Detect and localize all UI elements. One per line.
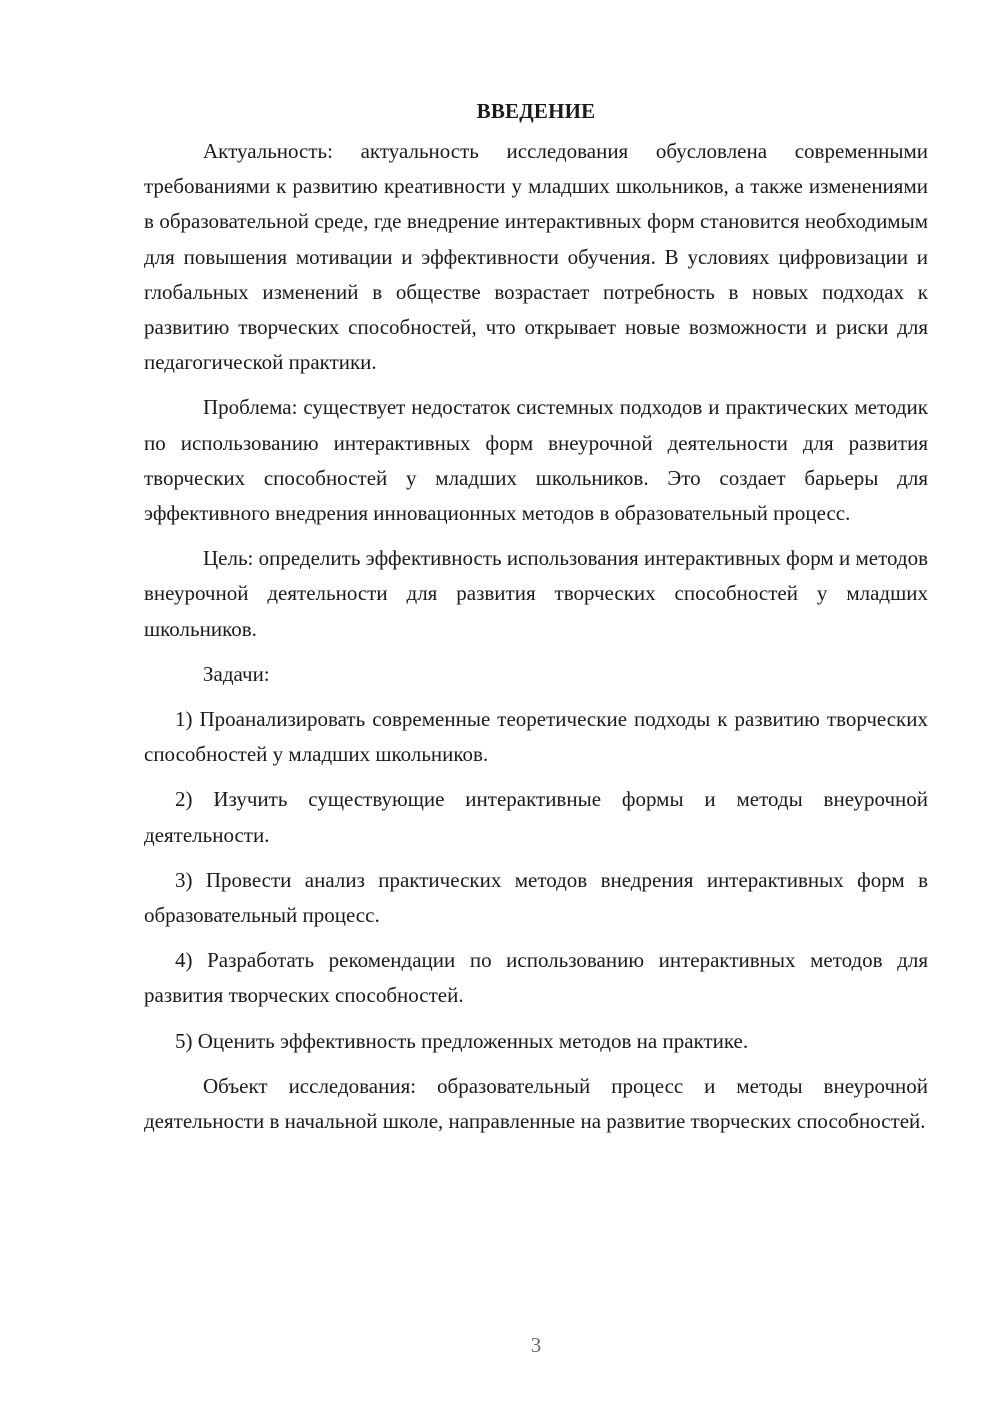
page-content: [144, 94, 928, 1149]
tasks-heading: Задачи:: [203, 661, 270, 686]
page-number: 3: [530, 1333, 542, 1357]
task-item: 3) Провести анализ практических методов внедрения интерактивных форм в образовательный процесс.: [144, 867, 928, 928]
task-item: 1) Проанализировать современные теоретические подходы к развитию творческих способностей у младших школьников.: [144, 707, 928, 767]
task-item: 2) Изучить существующие интерактивные формы и методы внеурочной деятельности.: [144, 787, 928, 847]
goal-paragraph: Цель: определить эффективность использования интерактивных форм и методов внеурочной деятельности для развития творческих способностей у младших школьников.: [144, 546, 928, 641]
object-paragraph: Объект исследования: образовательный процесс и методы внеурочной деятельности в начальной школе, направленные на развитие творческих способностей.: [144, 1073, 928, 1134]
task-item: 4) Разработать рекомендации по использованию интерактивных методов для развития творческих способностей.: [144, 948, 928, 1008]
task-item: 5) Оценить эффективность предложенных методов на практике.: [175, 1028, 749, 1053]
section-title: ВВЕДЕНИЕ: [476, 99, 596, 123]
problem-paragraph: Проблема: существует недостаток системных подходов и практических методик по использованию интерактивных форм внеурочной деятельности для развития творческих способностей у младших школьников. Это создает барьеры для эффективного внедрения инновационных методов в образовательный процесс.: [144, 395, 928, 526]
relevance-paragraph: Актуальность: актуальность исследования обусловлена современными требованиями к развитию креативности у младших школьников, а также изменениями в образовательной среде, где внедрение интерактивных форм становится необходимым для повышения мотивации и эффективности обучения. В условиях цифровизации и глобальных изменений в обществе возрастает потребность в новых подходах к развитию творческих способностей, что открывает новые возможности и риски для педагогической практики.: [144, 139, 928, 375]
